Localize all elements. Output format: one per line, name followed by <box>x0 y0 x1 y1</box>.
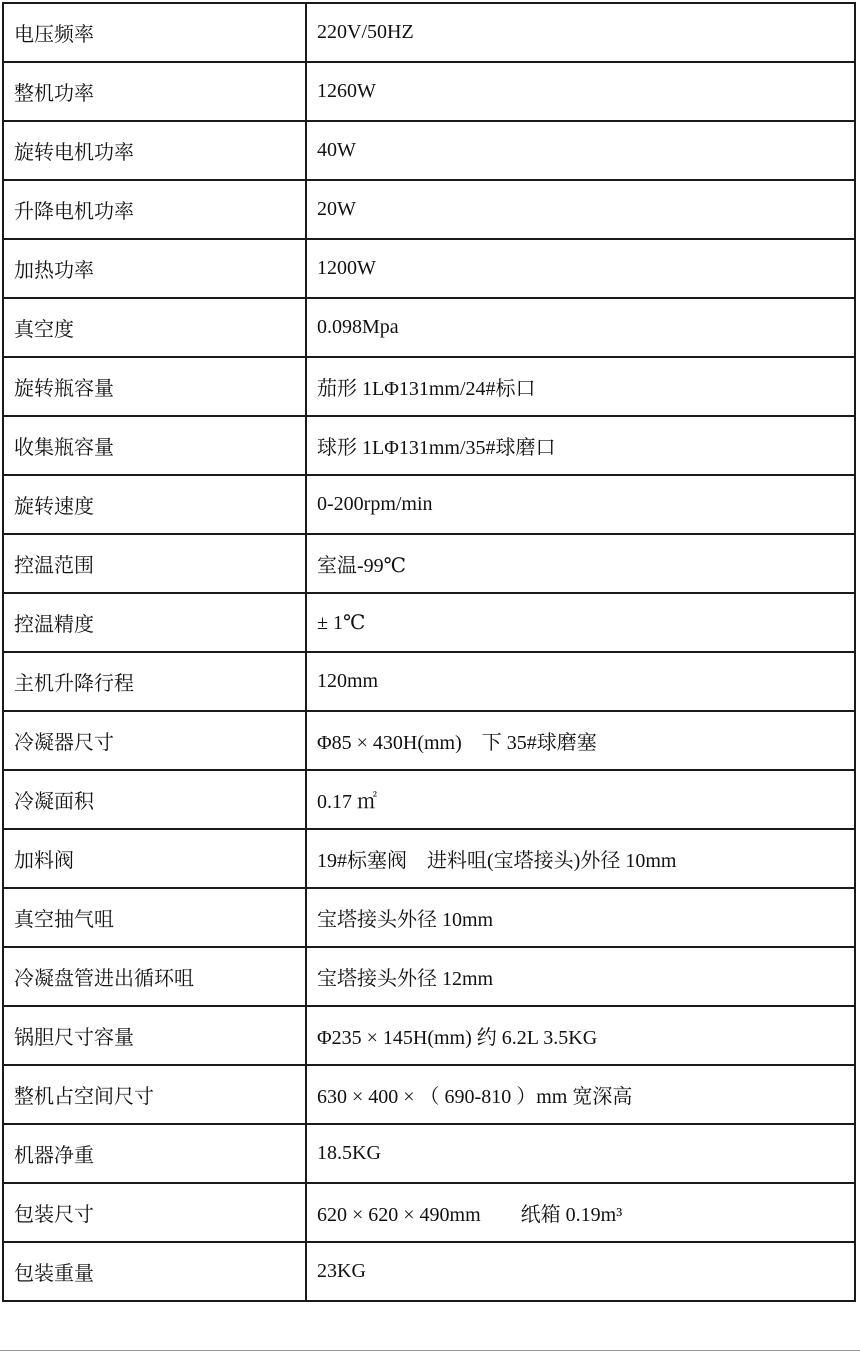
table-row <box>3 652 855 711</box>
table-row <box>3 1065 855 1124</box>
spec-label: 加料阀 <box>3 829 306 888</box>
table-row <box>3 416 855 475</box>
table-row <box>3 1006 855 1065</box>
table-row <box>3 829 855 888</box>
table-row <box>3 239 855 298</box>
spec-label: 机器净重 <box>3 1124 306 1183</box>
spec-value: 0-200rpm/min <box>306 475 855 534</box>
spec-value: 20W <box>306 180 855 239</box>
spec-value: 120mm <box>306 652 855 711</box>
spec-value: 1260W <box>306 62 855 121</box>
spec-table <box>2 2 856 1302</box>
spec-label: 冷凝面积 <box>3 770 306 829</box>
spec-value: 茄形 1LΦ131mm/24#标口 <box>306 357 855 416</box>
spec-label: 整机占空间尺寸 <box>3 1065 306 1124</box>
spec-value: 室温-99℃ <box>306 534 855 593</box>
table-row <box>3 534 855 593</box>
spec-value: 球形 1LΦ131mm/35#球磨口 <box>306 416 855 475</box>
spec-label: 冷凝盘管进出循环咀 <box>3 947 306 1006</box>
table-row <box>3 180 855 239</box>
spec-value: Φ85 × 430H(mm) 下 35#球磨塞 <box>306 711 855 770</box>
table-row <box>3 593 855 652</box>
table-row <box>3 947 855 1006</box>
spec-label: 旋转速度 <box>3 475 306 534</box>
spec-value: 40W <box>306 121 855 180</box>
spec-value: 220V/50HZ <box>306 3 855 62</box>
spec-value: 19#标塞阀 进料咀(宝塔接头)外径 10mm <box>306 829 855 888</box>
table-row <box>3 888 855 947</box>
spec-label: 收集瓶容量 <box>3 416 306 475</box>
spec-value: Φ235 × 145H(mm) 约 6.2L 3.5KG <box>306 1006 855 1065</box>
spec-value: 0.17 ㎡ <box>306 770 855 829</box>
spec-label: 真空抽气咀 <box>3 888 306 947</box>
spec-label: 包装重量 <box>3 1242 306 1301</box>
spec-label: 包装尺寸 <box>3 1183 306 1242</box>
table-row <box>3 298 855 357</box>
spec-label: 主机升降行程 <box>3 652 306 711</box>
spec-label: 整机功率 <box>3 62 306 121</box>
spec-label: 加热功率 <box>3 239 306 298</box>
spec-value: 630 × 400 × （ 690-810 ）mm 宽深高 <box>306 1065 855 1124</box>
spec-value: 620 × 620 × 490mm 纸箱 0.19m³ <box>306 1183 855 1242</box>
spec-label: 电压频率 <box>3 3 306 62</box>
table-row <box>3 1183 855 1242</box>
spec-label: 旋转瓶容量 <box>3 357 306 416</box>
table-row <box>3 475 855 534</box>
spec-value: 23KG <box>306 1242 855 1301</box>
spec-value: 18.5KG <box>306 1124 855 1183</box>
spec-value: 0.098Mpa <box>306 298 855 357</box>
table-row <box>3 3 855 62</box>
spec-label: 锅胆尺寸容量 <box>3 1006 306 1065</box>
table-row <box>3 711 855 770</box>
spec-label: 冷凝器尺寸 <box>3 711 306 770</box>
table-row <box>3 770 855 829</box>
bottom-divider <box>0 1350 860 1351</box>
spec-value: ± 1℃ <box>306 593 855 652</box>
spec-value: 1200W <box>306 239 855 298</box>
spec-label: 控温范围 <box>3 534 306 593</box>
table-row <box>3 1124 855 1183</box>
table-row <box>3 121 855 180</box>
spec-label: 旋转电机功率 <box>3 121 306 180</box>
spec-table-body <box>3 3 855 1301</box>
spec-value: 宝塔接头外径 10mm <box>306 888 855 947</box>
spec-label: 控温精度 <box>3 593 306 652</box>
spec-label: 真空度 <box>3 298 306 357</box>
table-row <box>3 1242 855 1301</box>
table-row <box>3 62 855 121</box>
spec-value: 宝塔接头外径 12mm <box>306 947 855 1006</box>
spec-label: 升降电机功率 <box>3 180 306 239</box>
table-row <box>3 357 855 416</box>
